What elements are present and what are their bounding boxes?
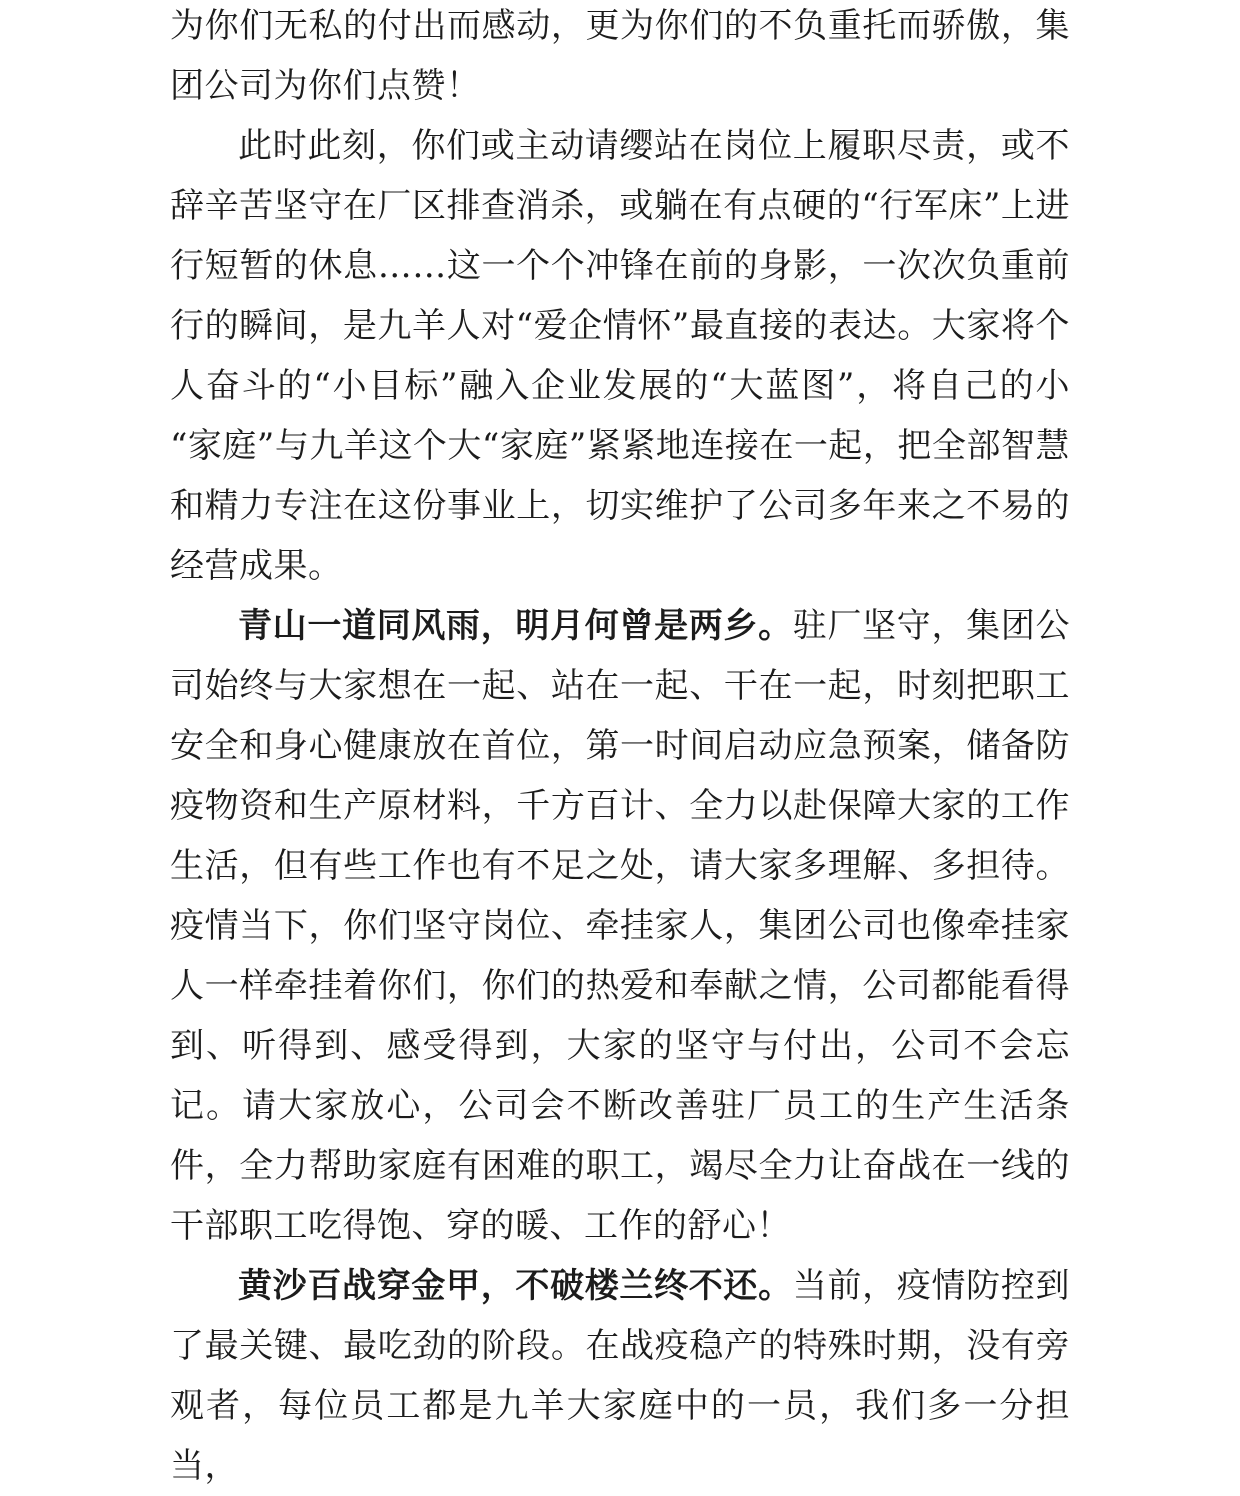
- body-text-segment: 当前，疫情防控到了最关键、最吃劲的阶段。在战疫稳产的特殊时期，没有旁观者，每位员工都是九羊大家庭中的一员，我们多一分担当，: [170, 1266, 1070, 1486]
- body-text-segment: 此时此刻，你们或主动请缨站在岗位上履职尽责，或不辞辛苦坚守在厂区排查消杀，或躺在有点硬的“行军床”上进行短暂的休息……这一个个冲锋在前的身影，一次次负重前行的瞬间，是九羊人对“爱企情怀”最直接的表达。大家将个人奋斗的“小目标”融入企业发展的“大蓝图”，将自己的小“家庭”与九羊这个大“家庭”紧紧地连接在一起，把全部智慧和精力专注在这份事业上，切实维护了公司多年来之不易的经营成果。: [170, 126, 1070, 586]
- body-text-segment: 驻厂坚守，集团公司始终与大家想在一起、站在一起、干在一起，时刻把职工安全和身心健康放在首位，第一时间启动应急预案，储备防疫物资和生产原材料，千方百计、全力以赴保障大家的工作生活，但有些工作也有不足之处，请大家多理解、多担待。疫情当下，你们坚守岗位、牵挂家人，集团公司也像牵挂家人一样牵挂着你们，你们的热爱和奉献之情，公司都能看得到、听得到、感受得到，大家的坚守与付出，公司不会忘记。请大家放心，公司会不断改善驻厂员工的生产生活条件，全力帮助家庭有困难的职工，竭尽全力让奋战在一线的干部职工吃得饱、穿的暖、工作的舒心！: [170, 606, 1070, 1246]
- poem-quote-bold: 青山一道同风雨，明月何曾是两乡。: [238, 606, 793, 646]
- para-1-continued-praise: [170, 0, 1070, 116]
- para-3-company-care: [170, 596, 1070, 1256]
- body-text-segment: 为你们无私的付出而感动，更为你们的不负重托而骄傲，集团公司为你们点赞！: [170, 6, 1070, 106]
- para-4-call-to-action: [170, 1256, 1070, 1496]
- para-2-dedication: [170, 116, 1070, 596]
- poem-quote-bold: 黄沙百战穿金甲，不破楼兰终不还。: [238, 1266, 793, 1306]
